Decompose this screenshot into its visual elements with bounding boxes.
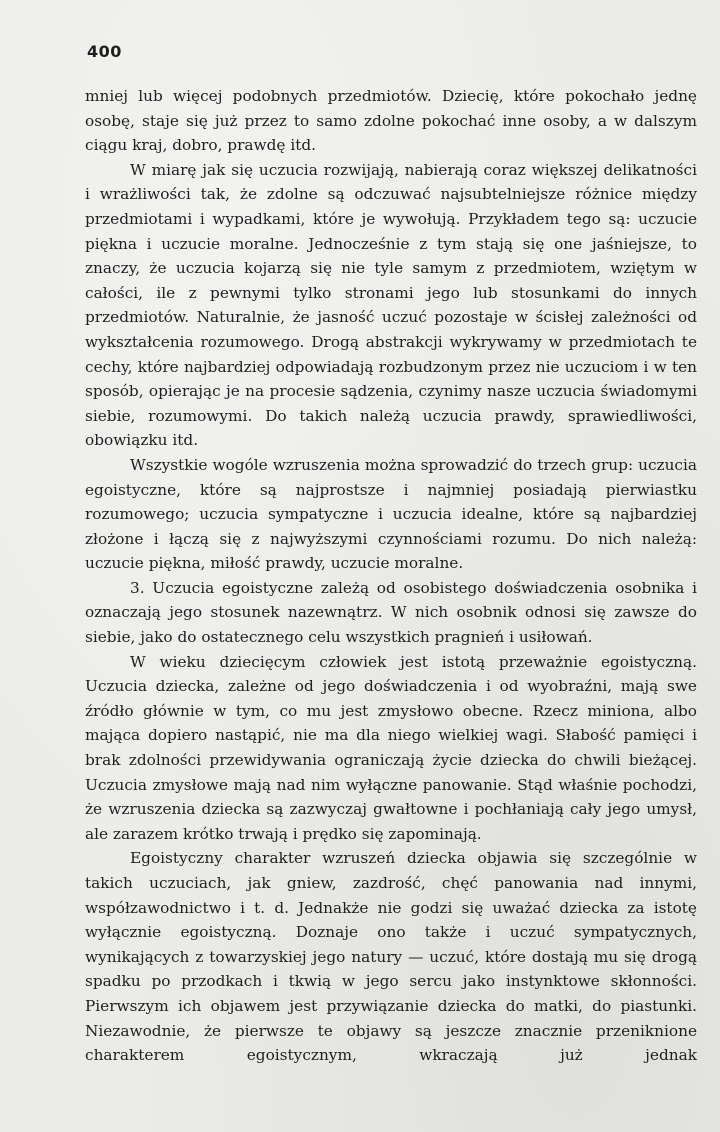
paragraph: Wszystkie wogóle wzruszenia można sprowadzić do trzech grup: uczucia egoistyczne, które są najprostsze i najmniej posiadają pierwiastku rozumowego; uczucia sympatyczne i uczucia idealne, które są najbardziej złożone i łączą się z najwyższymi czynnościami rozumu. Do nich należą: uczucie piękna, miłość prawdy, uczucie moralne. <box>85 455 697 573</box>
body-text <box>85 84 697 1068</box>
paragraph: 3. Uczucia egoistyczne zależą od osobistego doświadczenia osobnika i oznaczają jego stosunek nazewnątrz. W nich osobnik odnosi się zawsze do siebie, jako do ostatecznego celu wszystkich pragnień i usiłowań. <box>85 578 697 647</box>
page-number: 400 <box>87 42 122 61</box>
paragraph: W miarę jak się uczucia rozwijają, nabierają coraz większej delikatności i wrażliwości tak, że zdolne są odczuwać najsubtelniejsze różnice między przedmiotami i wypadkami, które je wywołują. Przykładem tego są: uczucie piękna i uczucie moralne. Jednocześnie z tym stają się one jaśniejsze, to znaczy, że uczucia kojarzą się nie tyle samym z przedmiotem, wziętym w całości, ile z pewnymi tylko stronami jego lub stosunkami do innych przedmiotów. Naturalnie, że jasność uczuć pozostaje w ścisłej zależności od wykształcenia rozumowego. Drogą abstrakcji wykrywamy w przedmiotach te cechy, które najbardziej odpowiadają rozbudzonym przez nie uczuciom i w ten sposób, opierając je na procesie sądzenia, czynimy nasze uczucia świadomymi siebie, rozumowymi. Do takich należą uczucia prawdy, sprawiedliwości, obowiązku itd. <box>85 160 697 450</box>
paragraph: Egoistyczny charakter wzruszeń dziecka objawia się szczególnie w takich uczuciach, jak gniew, zazdrość, chęć panowania nad innymi, współzawodnictwo i t. d. Jednakże nie godzi się uważać dziecka za istotę wyłącznie egoistyczną. Doznaje ono także i uczuć sympatycznych, wynikających z towarzyskiej jego natury — uczuć, które dostają mu się drogą spadku po przodkach i tkwią w jego sercu jako instynktowe skłonności. Pierwszym ich objawem jest przywiązanie dziecka do matki, do piastunki. Niezawodnie, że pierwsze te objawy są jeszcze znacznie przeniknione charakterem egoistycznym, wkraczają już jednak <box>85 849 697 1065</box>
paragraph: mniej lub więcej podobnych przedmiotów. Dziecię, które pokochało jednę osobę, staje się już przez to samo zdolne pokochać inne osoby, a w dalszym ciągu kraj, dobro, prawdę itd. <box>85 87 697 155</box>
paragraph: W wieku dziecięcym człowiek jest istotą przeważnie egoistyczną. Uczucia dziecka, zależne od jego doświadczenia i od wyobraźni, mają swe źródło głównie w tym, co mu jest zmysłowo obecne. Rzecz miniona, albo mająca dopiero nastąpić, nie ma dla niego wielkiej wagi. Słabość pamięci i brak zdolności przewidywania ograniczają życie dziecka do chwili bieżącej. Uczucia zmysłowe mają nad nim wyłączne panowanie. Stąd właśnie pochodzi, że wzruszenia dziecka są zazwyczaj gwałtowne i pochłaniają cały jego umysł, ale zarazem krótko trwają i prędko się zapominają. <box>85 652 697 843</box>
